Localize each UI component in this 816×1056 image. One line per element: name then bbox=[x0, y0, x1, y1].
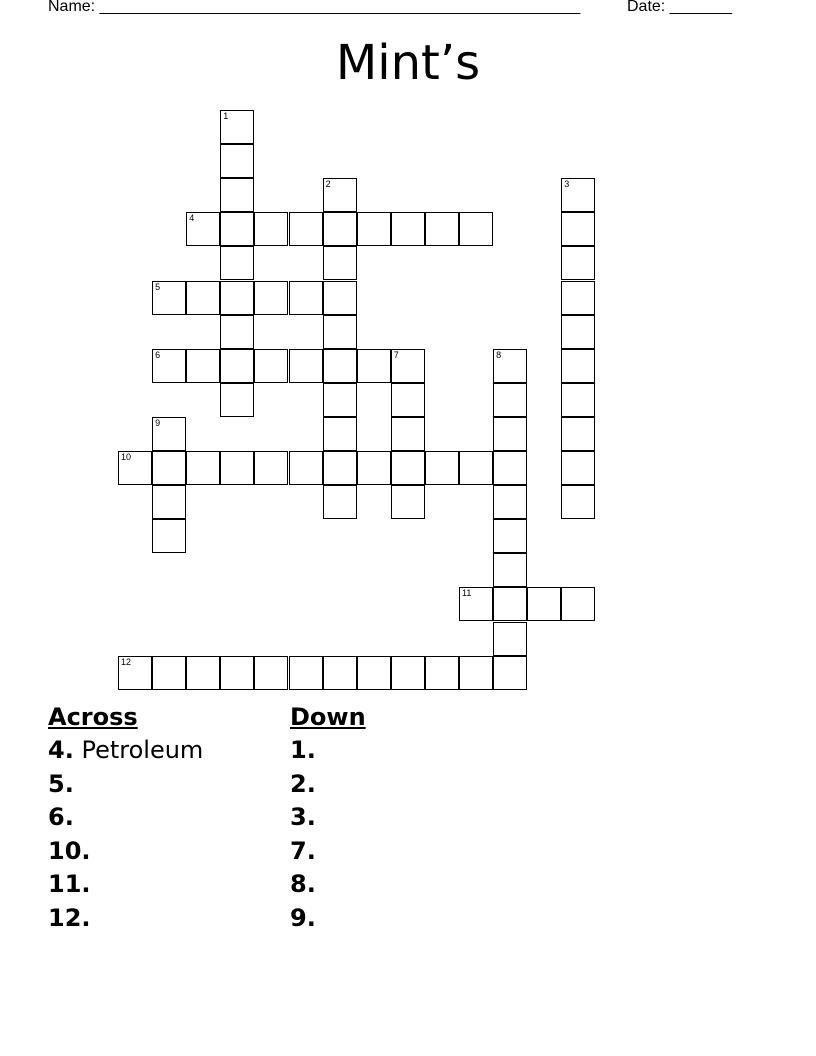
crossword-cell[interactable] bbox=[561, 178, 595, 212]
crossword-cell[interactable] bbox=[323, 656, 357, 690]
clue-down-9 bbox=[290, 902, 366, 936]
clue-across-12 bbox=[48, 902, 203, 936]
cell-number: 2 bbox=[325, 179, 331, 190]
crossword-cell[interactable] bbox=[220, 349, 254, 383]
cell-number: 1 bbox=[223, 111, 229, 121]
crossword-cell[interactable] bbox=[254, 656, 288, 690]
crossword-cell[interactable] bbox=[152, 519, 186, 553]
crossword-cell[interactable] bbox=[561, 587, 595, 621]
crossword-cell[interactable] bbox=[152, 485, 186, 519]
clue-number: 6. bbox=[48, 803, 74, 832]
crossword-cell[interactable] bbox=[459, 656, 493, 690]
clue-across-6 bbox=[48, 801, 203, 835]
crossword-cell[interactable] bbox=[323, 417, 357, 451]
crossword-cell[interactable] bbox=[391, 383, 425, 417]
crossword-cell[interactable] bbox=[391, 656, 425, 690]
cell-number: 8 bbox=[496, 349, 502, 360]
crossword-cell[interactable] bbox=[323, 315, 357, 349]
clue-number: 5. bbox=[48, 769, 74, 798]
crossword-cell[interactable] bbox=[425, 656, 459, 690]
clue-down-1 bbox=[290, 734, 366, 768]
crossword-cell[interactable] bbox=[323, 349, 357, 383]
crossword-cell[interactable] bbox=[220, 144, 254, 178]
crossword-cell[interactable] bbox=[493, 485, 527, 519]
crossword-cell[interactable] bbox=[357, 212, 391, 246]
crossword-cell[interactable] bbox=[323, 383, 357, 417]
crossword-cell[interactable] bbox=[254, 212, 288, 246]
clue-number: 11. bbox=[48, 870, 91, 899]
crossword-cell[interactable] bbox=[220, 212, 254, 246]
crossword-cell[interactable] bbox=[220, 178, 254, 212]
crossword-cell[interactable] bbox=[254, 451, 288, 485]
clue-number: 10. bbox=[48, 836, 91, 865]
crossword-cell[interactable] bbox=[186, 656, 220, 690]
crossword-cell[interactable] bbox=[561, 315, 595, 349]
clue-down-7 bbox=[290, 835, 366, 869]
crossword-cell[interactable] bbox=[220, 281, 254, 315]
crossword-cell[interactable] bbox=[254, 349, 288, 383]
clue-number: 1. bbox=[290, 736, 316, 764]
cell-number: 6 bbox=[155, 349, 161, 360]
clue-across-4 bbox=[48, 734, 203, 768]
crossword-cell[interactable] bbox=[118, 656, 152, 690]
crossword-cell[interactable] bbox=[323, 246, 357, 280]
crossword-cell[interactable] bbox=[254, 281, 288, 315]
crossword-cell[interactable] bbox=[561, 383, 595, 417]
crossword-cell[interactable] bbox=[425, 212, 459, 246]
crossword-cell[interactable] bbox=[152, 349, 186, 383]
cell-number: 7 bbox=[393, 349, 399, 360]
crossword-cell[interactable] bbox=[391, 212, 425, 246]
crossword-cell[interactable] bbox=[152, 451, 186, 485]
crossword-cell[interactable] bbox=[561, 281, 595, 315]
crossword-cell[interactable] bbox=[493, 451, 527, 485]
crossword-cell[interactable] bbox=[323, 451, 357, 485]
crossword-cell[interactable] bbox=[493, 417, 527, 451]
crossword-cell[interactable] bbox=[357, 656, 391, 690]
name-field-label: Name: ______________________________________________________ bbox=[48, 0, 581, 15]
clue-across-10 bbox=[48, 835, 203, 869]
crossword-cell[interactable] bbox=[527, 587, 561, 621]
crossword-cell[interactable] bbox=[391, 451, 425, 485]
crossword-cell[interactable] bbox=[493, 383, 527, 417]
cell-number: 11 bbox=[462, 588, 472, 599]
crossword-cell[interactable] bbox=[561, 417, 595, 451]
cell-number: 5 bbox=[155, 281, 161, 292]
crossword-cell[interactable] bbox=[323, 212, 357, 246]
crossword-cell[interactable] bbox=[561, 485, 595, 519]
across-clues bbox=[48, 700, 203, 936]
crossword-cell[interactable] bbox=[186, 212, 220, 246]
crossword-cell[interactable] bbox=[459, 587, 493, 621]
clue-number: 7. bbox=[290, 836, 316, 865]
crossword-cell[interactable] bbox=[493, 587, 527, 621]
crossword-cell[interactable] bbox=[152, 281, 186, 315]
crossword-cell[interactable] bbox=[459, 451, 493, 485]
crossword-cell[interactable] bbox=[493, 553, 527, 587]
cell-number: 12 bbox=[121, 656, 132, 667]
crossword-cell[interactable] bbox=[357, 451, 391, 485]
crossword-cell[interactable] bbox=[561, 246, 595, 280]
crossword-cell[interactable] bbox=[289, 212, 323, 246]
crossword-cell[interactable] bbox=[289, 281, 323, 315]
crossword-cell[interactable] bbox=[391, 485, 425, 519]
across-heading: Across bbox=[48, 703, 138, 731]
crossword-cell[interactable] bbox=[493, 656, 527, 690]
crossword-cell[interactable] bbox=[425, 451, 459, 485]
crossword-cell[interactable] bbox=[493, 519, 527, 553]
clue-down-2 bbox=[290, 768, 366, 802]
clue-number: 4. bbox=[48, 736, 74, 764]
cell-number: 3 bbox=[564, 179, 570, 190]
cell-number: 9 bbox=[155, 417, 161, 428]
crossword-cell[interactable] bbox=[391, 417, 425, 451]
date-field-label: Date: _______ bbox=[627, 0, 732, 15]
crossword-cell[interactable] bbox=[220, 383, 254, 417]
crossword-cell[interactable] bbox=[186, 281, 220, 315]
clue-down-3 bbox=[290, 801, 366, 835]
crossword-cell[interactable] bbox=[323, 178, 357, 212]
crossword-cell[interactable] bbox=[561, 212, 595, 246]
crossword-cell[interactable] bbox=[152, 417, 186, 451]
crossword-cell[interactable] bbox=[186, 451, 220, 485]
clue-text: Petroleum bbox=[81, 736, 204, 764]
clue-across-11 bbox=[48, 868, 203, 902]
crossword-cell[interactable] bbox=[323, 281, 357, 315]
clue-number: 12. bbox=[48, 903, 91, 932]
crossword-cell[interactable] bbox=[391, 349, 425, 383]
clue-number: 3. bbox=[290, 803, 316, 832]
crossword-cell[interactable] bbox=[220, 315, 254, 349]
crossword-cell[interactable] bbox=[289, 451, 323, 485]
clue-number: 8. bbox=[290, 870, 316, 899]
down-heading: Down bbox=[290, 703, 366, 731]
cell-number: 10 bbox=[121, 452, 132, 462]
crossword-cell[interactable] bbox=[220, 451, 254, 485]
clue-across-5 bbox=[48, 768, 203, 802]
cell-number: 4 bbox=[189, 213, 195, 224]
crossword-cell[interactable] bbox=[561, 451, 595, 485]
crossword-cell[interactable] bbox=[220, 110, 254, 144]
crossword-cell[interactable] bbox=[323, 485, 357, 519]
puzzle-title: Mint’s bbox=[335, 35, 481, 91]
crossword-cell[interactable] bbox=[493, 349, 527, 383]
crossword-cell[interactable] bbox=[186, 349, 220, 383]
crossword-cell[interactable] bbox=[493, 622, 527, 656]
crossword-cell[interactable] bbox=[357, 349, 391, 383]
crossword-cell[interactable] bbox=[220, 246, 254, 280]
crossword-cell[interactable] bbox=[118, 451, 152, 485]
crossword-cell[interactable] bbox=[289, 349, 323, 383]
crossword-cell[interactable] bbox=[220, 656, 254, 690]
crossword-cell[interactable] bbox=[561, 349, 595, 383]
clue-number: 2. bbox=[290, 769, 316, 798]
crossword-cell[interactable] bbox=[459, 212, 493, 246]
crossword-cell[interactable] bbox=[152, 656, 186, 690]
crossword-cell[interactable] bbox=[289, 656, 323, 690]
down-clues bbox=[290, 700, 366, 936]
clue-down-8 bbox=[290, 868, 366, 902]
clue-number: 9. bbox=[290, 903, 316, 932]
